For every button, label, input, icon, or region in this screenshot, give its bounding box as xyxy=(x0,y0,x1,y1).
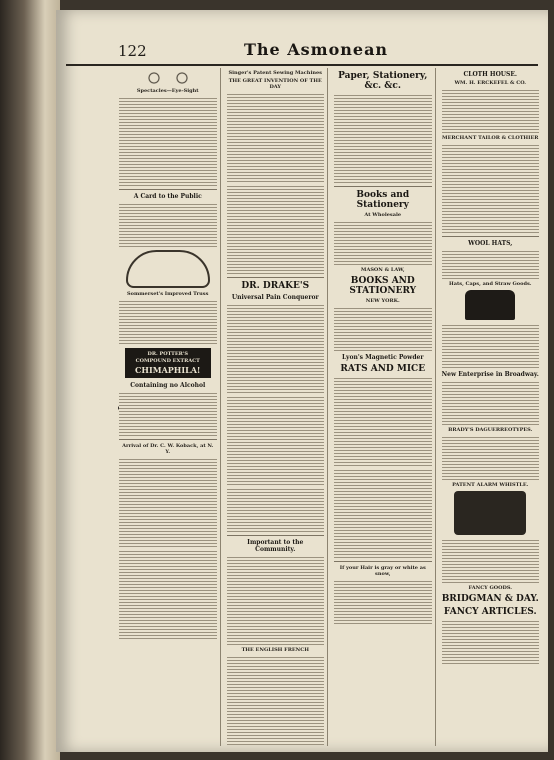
text-block xyxy=(442,538,540,583)
hat-illustration xyxy=(465,290,515,320)
text-block xyxy=(119,96,217,186)
ad-heading: Spectacles—Eye-Sight xyxy=(136,88,199,94)
column-3 xyxy=(331,68,436,746)
text-block xyxy=(442,323,540,368)
tonic-brand: CHIMAPHILA! xyxy=(135,365,201,375)
text-block xyxy=(227,487,325,532)
alarm-whistle-illustration xyxy=(454,491,526,535)
divider xyxy=(334,186,432,187)
text-block xyxy=(442,249,540,279)
ad-heading: Singer's Patent Sewing Machines xyxy=(228,70,322,76)
ad-heading: WOOL HATS, xyxy=(468,240,513,247)
divider xyxy=(119,439,217,440)
ad-heading: MASON & LAW, xyxy=(360,267,405,273)
ad-heading: RATS AND MICE xyxy=(340,364,426,374)
text-block xyxy=(442,88,540,133)
column-1 xyxy=(116,68,221,746)
text-block xyxy=(227,92,325,182)
ad-heading: Hats, Caps, and Straw Goods. xyxy=(448,281,532,287)
text-block xyxy=(119,202,217,247)
divider xyxy=(442,236,540,237)
divider xyxy=(334,561,432,562)
spectacles-illustration xyxy=(133,71,203,85)
text-block xyxy=(119,391,217,436)
book-spine xyxy=(0,0,60,760)
ad-heading: At Wholesale xyxy=(364,212,402,218)
ad-heading: WM. H. ERCKEFEL & CO. xyxy=(454,80,527,86)
ad-heading: Containing no Alcohol xyxy=(130,382,206,389)
text-block xyxy=(334,579,432,624)
text-block xyxy=(334,220,432,265)
ad-heading: BRADY'S DAGUERREOTYPES. xyxy=(448,427,533,433)
illustration-caption: Sommerset's Improved Truss xyxy=(127,291,209,297)
ad-heading: Important to the Community. xyxy=(247,539,304,553)
text-block xyxy=(334,93,432,183)
page-header xyxy=(66,40,538,66)
text-block xyxy=(227,395,325,485)
tonic-line-1: DR. POTTER'S xyxy=(147,351,188,357)
column-4 xyxy=(439,68,543,746)
ad-heading: Universal Pain Conqueror xyxy=(231,294,319,301)
ad-heading: BRIDGMAN & DAY. xyxy=(441,594,539,604)
text-block xyxy=(334,306,432,351)
chimaphila-advert xyxy=(125,348,211,378)
ad-heading: DR. DRAKE'S xyxy=(241,281,310,291)
newspaper-page xyxy=(56,10,548,752)
ad-heading: Arrival of Dr. C. W. Koback, at N. Y. xyxy=(122,443,214,455)
ad-heading: Lyon's Magnetic Powder xyxy=(341,354,424,361)
truss-illustration xyxy=(126,250,210,288)
divider xyxy=(227,277,325,278)
text-block xyxy=(119,457,217,547)
text-block xyxy=(442,380,540,425)
ad-heading: BOOKS AND STATIONERY xyxy=(349,276,417,296)
text-block xyxy=(227,655,325,745)
text-block xyxy=(227,555,325,645)
text-block xyxy=(442,619,540,664)
text-block xyxy=(119,549,217,639)
masthead-title: The Asmonean xyxy=(243,40,389,59)
tonic-line-2: COMPOUND EXTRACT xyxy=(135,358,200,364)
text-block xyxy=(334,468,432,558)
ad-heading: CLOTH HOUSE. xyxy=(463,71,518,78)
page-number: 122 xyxy=(118,42,147,60)
ad-heading: NEW YORK. xyxy=(365,298,400,304)
ad-heading: THE GREAT INVENTION OF THE DAY xyxy=(228,78,322,90)
ad-heading: Paper, Stationery, &c. &c. xyxy=(338,71,428,91)
ad-heading: New Enterprise in Broadway. xyxy=(441,371,539,378)
text-block xyxy=(227,184,325,274)
text-block xyxy=(442,435,540,480)
ad-heading: PATENT ALARM WHISTLE. xyxy=(452,482,529,488)
text-block xyxy=(119,299,217,344)
divider xyxy=(227,535,325,536)
ad-heading: Books and Stationery xyxy=(356,190,410,210)
ad-heading: A Card to the Public xyxy=(133,193,202,200)
divider xyxy=(119,189,217,190)
ad-heading: If your Hair is gray or white as snow, xyxy=(339,565,426,577)
text-block xyxy=(442,143,540,233)
text-block xyxy=(227,303,325,393)
ad-heading: THE ENGLISH FRENCH xyxy=(241,647,309,653)
text-block xyxy=(334,376,432,466)
ad-heading: FANCY ARTICLES. xyxy=(443,607,537,617)
ad-heading: FANCY GOODS. xyxy=(468,585,512,591)
columns xyxy=(116,68,542,746)
column-2 xyxy=(224,68,329,746)
ad-heading: MERCHANT TAILOR & CLOTHIER xyxy=(442,135,539,141)
